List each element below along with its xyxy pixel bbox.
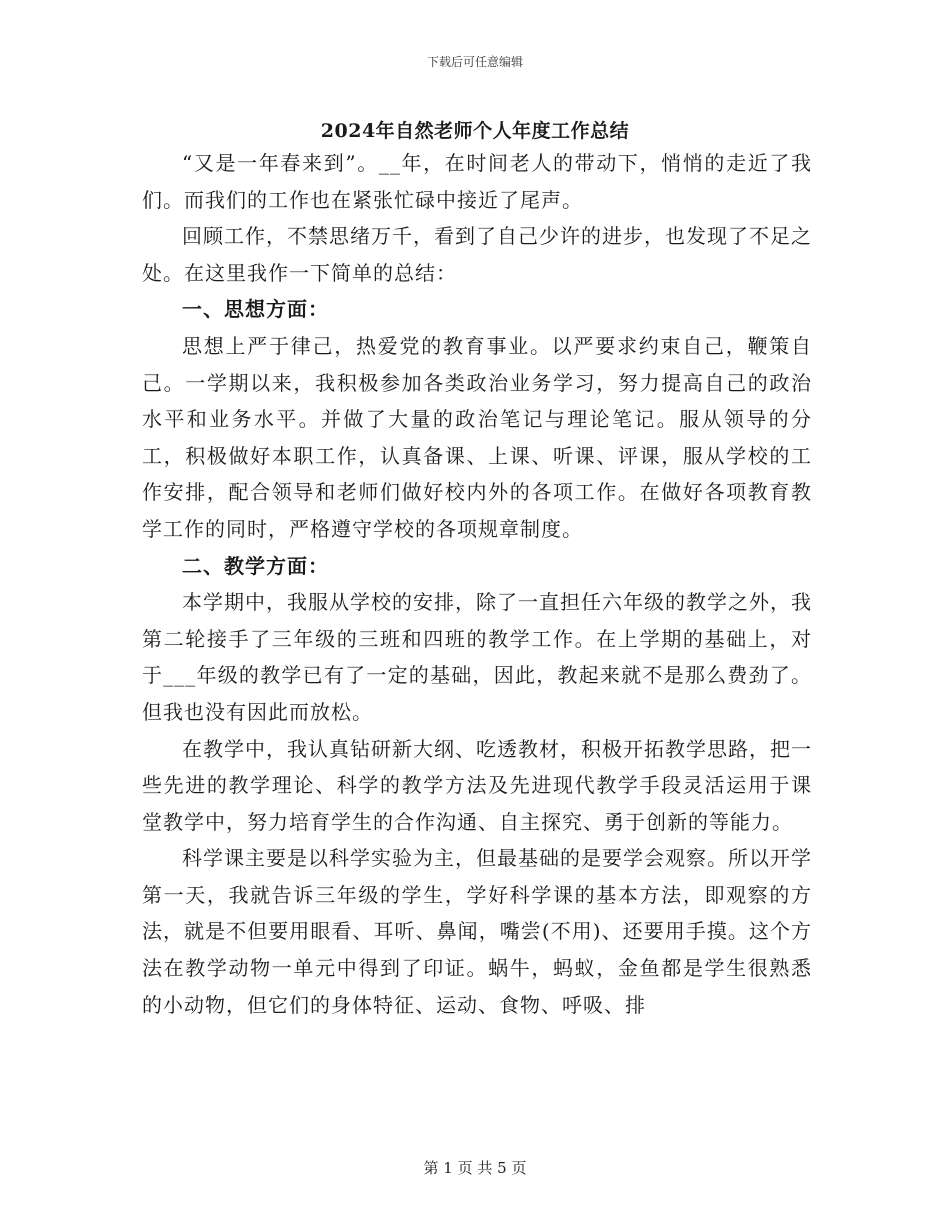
header-note: 下载后可任意编辑	[426, 55, 523, 69]
paragraph: 科学课主要是以科学实验为主，但最基础的是要学会观察。所以开学第一天，我就告诉三年级的学生，学好科学课的基本方法，即观察的方法，就是不但要用眼看、耳听、鼻闻，嘴尝(不用)、还要用手摸。这个方法在教学动物一单元中得到了印证。蜗牛，蚂蚁，金鱼都是学生很熟悉的小动物，但它们的身体特征、运动、食物、呼吸、排	[142, 846, 812, 1017]
paragraph: 本学期中，我服从学校的安排，除了一直担任六年级的教学之外，我第二轮接手了三年级的三班和四班的教学工作。在上学期的基础上，对于___年级的教学已有了一定的基础，因此，教起来就不是那么费劲了。但我也没有因此而放松。	[142, 590, 812, 724]
section-heading: 一、思想方面：	[182, 297, 329, 322]
paragraph: 思想上严于律己，热爱党的教育事业。以严要求约束自己，鞭策自己。一学期以来，我积极参加各类政治业务学习，努力提高自己的政治水平和业务水平。并做了大量的政治笔记与理论笔记。服从领导的分工，积极做好本职工作，认真备课、上课、听课、评课，服从学校的工作安排，配合领导和老师们做好校内外的各项工作。在做好各项教育教学工作的同时，严格遵守学校的各项规章制度。	[142, 333, 812, 541]
section-heading: 二、教学方面：	[182, 553, 329, 578]
document-title: 2024年自然老师个人年度工作总结	[320, 120, 630, 142]
document-body	[142, 145, 812, 1023]
paragraph: 在教学中，我认真钻研新大纲、吃透教材，积极开拓教学思路，把一些先进的教学理论、科学的教学方法及先进现代教学手段灵活运用于课堂教学中，努力培育学生的合作沟通、自主探究、勇于创新的等能力。	[142, 736, 812, 834]
paragraph: “又是一年春来到”。__年，在时间老人的带动下，悄悄的走近了我们。而我们的工作也在紧张忙碌中接近了尾声。	[142, 151, 812, 212]
page-footer: 第 1 页 共 5 页	[423, 1159, 527, 1177]
paragraph: 回顾工作，不禁思绪万千，看到了自己少许的进步，也发现了不足之处。在这里我作一下简单的总结：	[142, 224, 812, 285]
